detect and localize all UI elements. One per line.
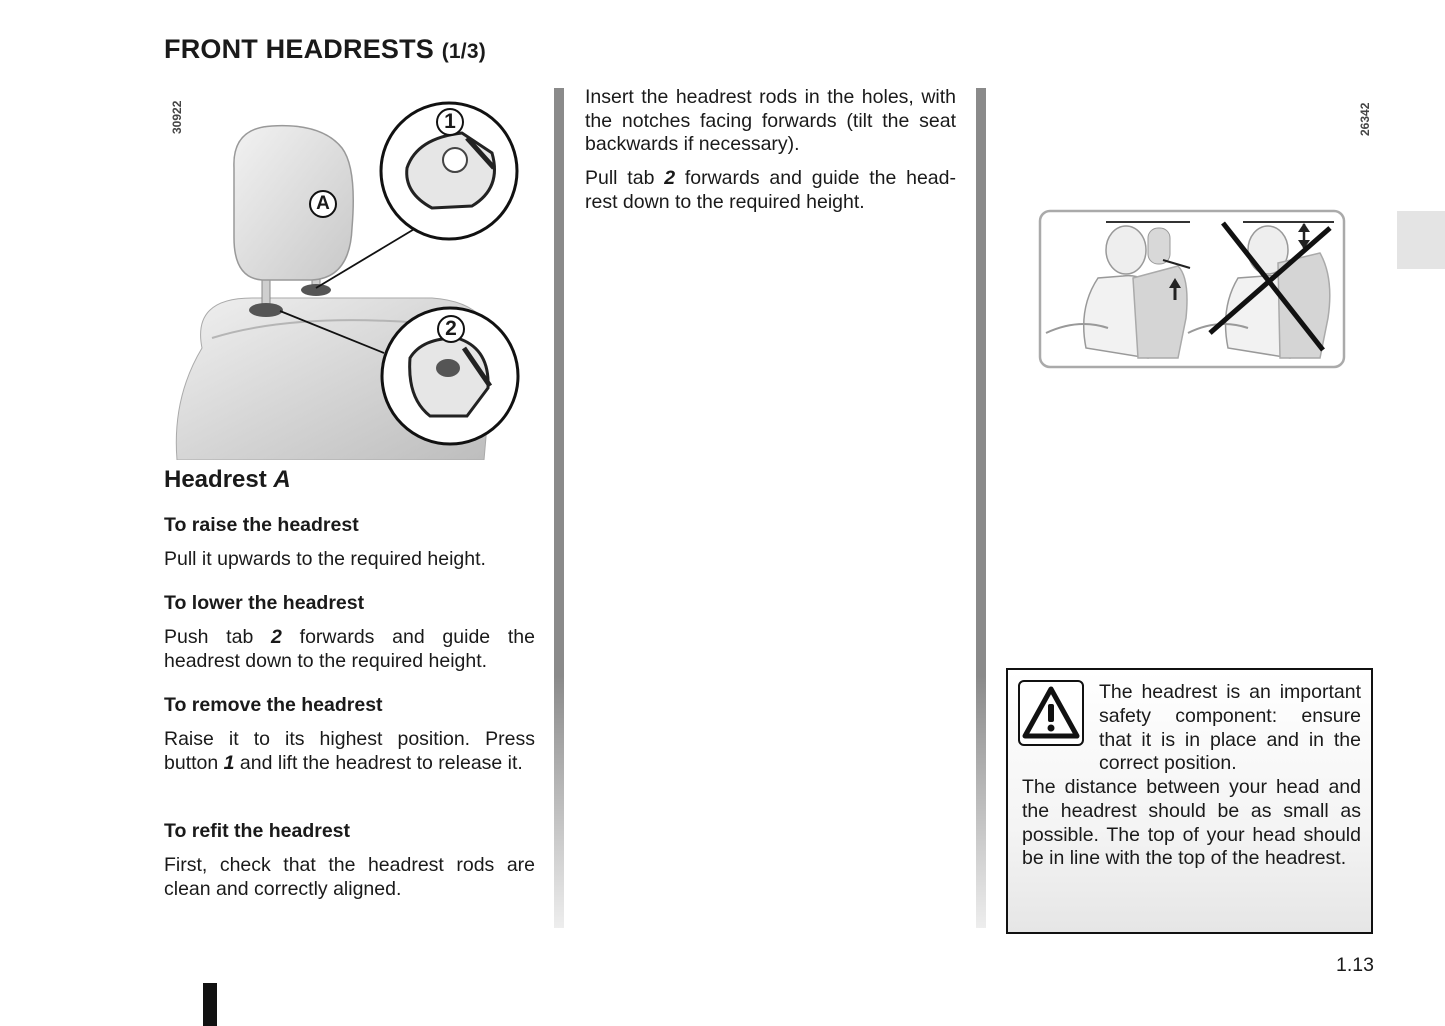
- lower-ref: 2: [271, 626, 282, 648]
- headrest-illustration: [172, 98, 524, 460]
- label-a: A: [316, 193, 330, 214]
- column2-para2-ref: 2: [664, 167, 676, 189]
- lower-text: [164, 626, 535, 673]
- page-number: 1.13: [1336, 954, 1374, 976]
- head-position-diagram: [1038, 208, 1348, 370]
- page-title-part: (1/3): [441, 40, 486, 63]
- remove-ref: 1: [223, 751, 235, 774]
- remove-text-a: Raise it to its highest position. Press button: [164, 728, 535, 774]
- lower-text-a: Push tab: [164, 626, 272, 648]
- section-tab: [1397, 211, 1445, 269]
- warning-text-rest: The distance between your head and the headrest should be as small as possible. The top of your head should be in line with the top of the headrest.: [1022, 776, 1361, 870]
- section-heading-letter: A: [273, 466, 291, 493]
- column-divider-left: [554, 88, 564, 928]
- warning-text-first: The headrest is an important safety component: ensure that it is in place and in the correct position.: [1099, 681, 1361, 775]
- lower-text-b: forwards and guide the headrest down to the required height.: [164, 626, 535, 672]
- page-title: [164, 34, 486, 65]
- remove-text-b: and lift the headrest to release it.: [234, 751, 523, 774]
- raise-heading: To raise the headrest: [164, 514, 359, 536]
- warning-triangle-icon: [1018, 680, 1084, 746]
- refit-heading: To refit the headrest: [164, 820, 351, 842]
- margin-marker: [203, 983, 217, 1026]
- raise-text: Pull it upwards to the required height.: [164, 548, 486, 570]
- column2-para2-b: forwards and guide the head-rest down to the required height.: [585, 167, 956, 213]
- section-heading: [164, 466, 535, 494]
- remove-text: [164, 728, 535, 775]
- column2-para1: Insert the headrest rods in the holes, with the notches facing forwards (tilt the seat backwards if necessary).: [585, 86, 956, 155]
- figure-id-26342: 26342: [1358, 102, 1372, 136]
- lower-heading: To lower the headrest: [164, 592, 365, 614]
- column-divider-right: [976, 88, 986, 928]
- remove-heading: To remove the headrest: [164, 694, 383, 716]
- figure-id-30922: 30922: [170, 100, 184, 134]
- column2-para2: [585, 167, 956, 214]
- refit-text: First, check that the headrest rods are clean and correctly aligned.: [164, 854, 535, 900]
- page-title-text: FRONT HEADRESTS: [164, 34, 435, 64]
- callout-2: 2: [445, 317, 457, 340]
- callout-1: 1: [444, 110, 456, 133]
- section-heading-prefix: Headrest: [164, 466, 267, 493]
- column2-para2-a: Pull tab: [585, 167, 665, 189]
